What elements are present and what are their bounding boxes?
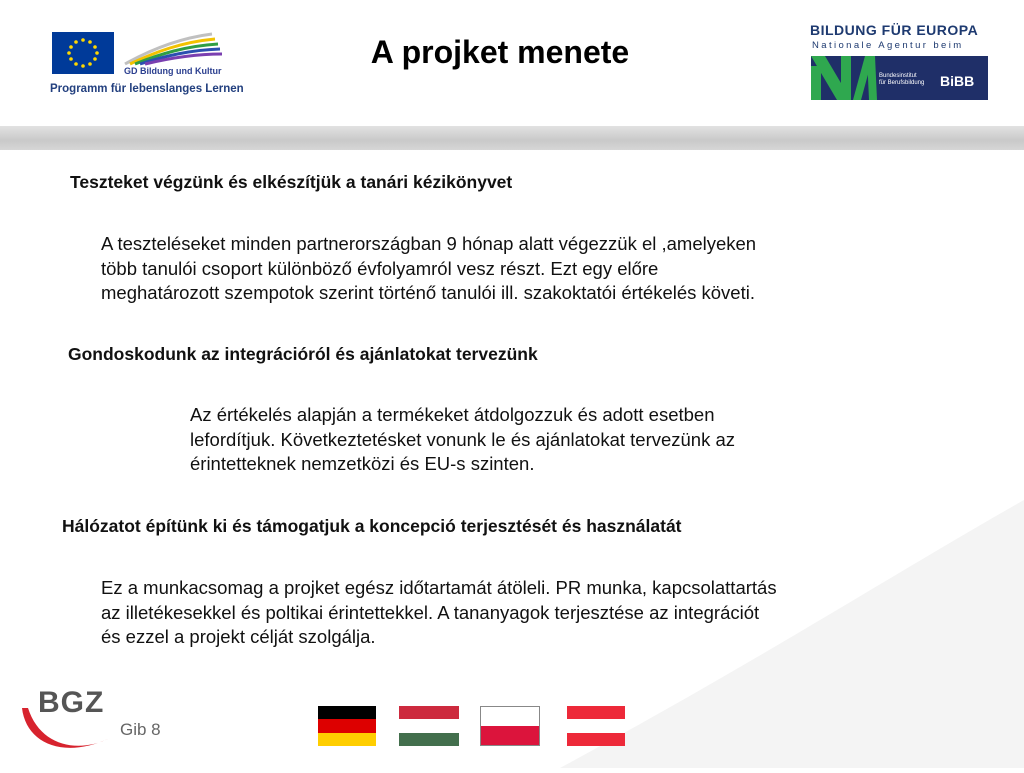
bildung-logo-title: BILDUNG FÜR EUROPA: [810, 22, 979, 38]
lifelong-learning-wing-icon: [120, 30, 230, 68]
section-body-integration: Az értékelés alapján a termékeket átdolgozzuk és adott esetben lefordítjuk. Következtetésket vonunk le és ajánlatokat tervezünk az érintetteknek nemzetközi és EU-s szinten.: [190, 404, 736, 474]
bibb-wordmark: BiBB: [940, 73, 975, 89]
eu-program-label: Programm für lebenslanges Lernen: [50, 83, 244, 95]
hungary-flag-icon: [399, 706, 459, 746]
eu-flag-icon: [52, 32, 114, 74]
section-body-tests: A teszteléseket minden partnerországban 9 hónap alatt végezzük el ,amelyeken több tanulói csoport különböző évfolyamról vesz részt. Ezt egy előre meghatározott szempotok szerint történő tanulói ill. szakoktatói értékelés követi.: [101, 233, 757, 303]
bibb-institute-label: Bundesinstitut für Berufsbildung: [879, 73, 925, 86]
page-label: Gib 8: [120, 720, 161, 739]
poland-flag-icon: [480, 706, 540, 746]
slide-title: A projket menete: [370, 34, 630, 70]
section-body-network: Ez a munkacsomag a projket egész időtartamát átöleli. PR munka, kapcsolattartás az illetékesekkel és poltikai érintettekkel. A tananyagok terjesztése az integrációt és ezzel a projekt célját szolgálja.: [101, 577, 777, 647]
bildung-logo-subtitle: Nationale Agentur beim: [812, 40, 964, 51]
section-heading-network: Hálózatot építünk ki és támogatjuk a koncepció terjesztését és használatát: [62, 516, 682, 536]
section-heading-integration: Gondoskodunk az integrációról és ajánlatokat tervezünk: [68, 344, 538, 364]
header-divider-bar: [0, 126, 1024, 150]
bgz-logo: BGZ: [38, 686, 105, 719]
germany-flag-icon: [318, 706, 376, 746]
austria-flag-icon: [567, 706, 625, 746]
eu-logo-subtitle: GD Bildung und Kultur: [124, 66, 222, 76]
section-heading-tests: Teszteket végzünk és elkészítjük a tanári kézikönyvet: [70, 172, 513, 192]
